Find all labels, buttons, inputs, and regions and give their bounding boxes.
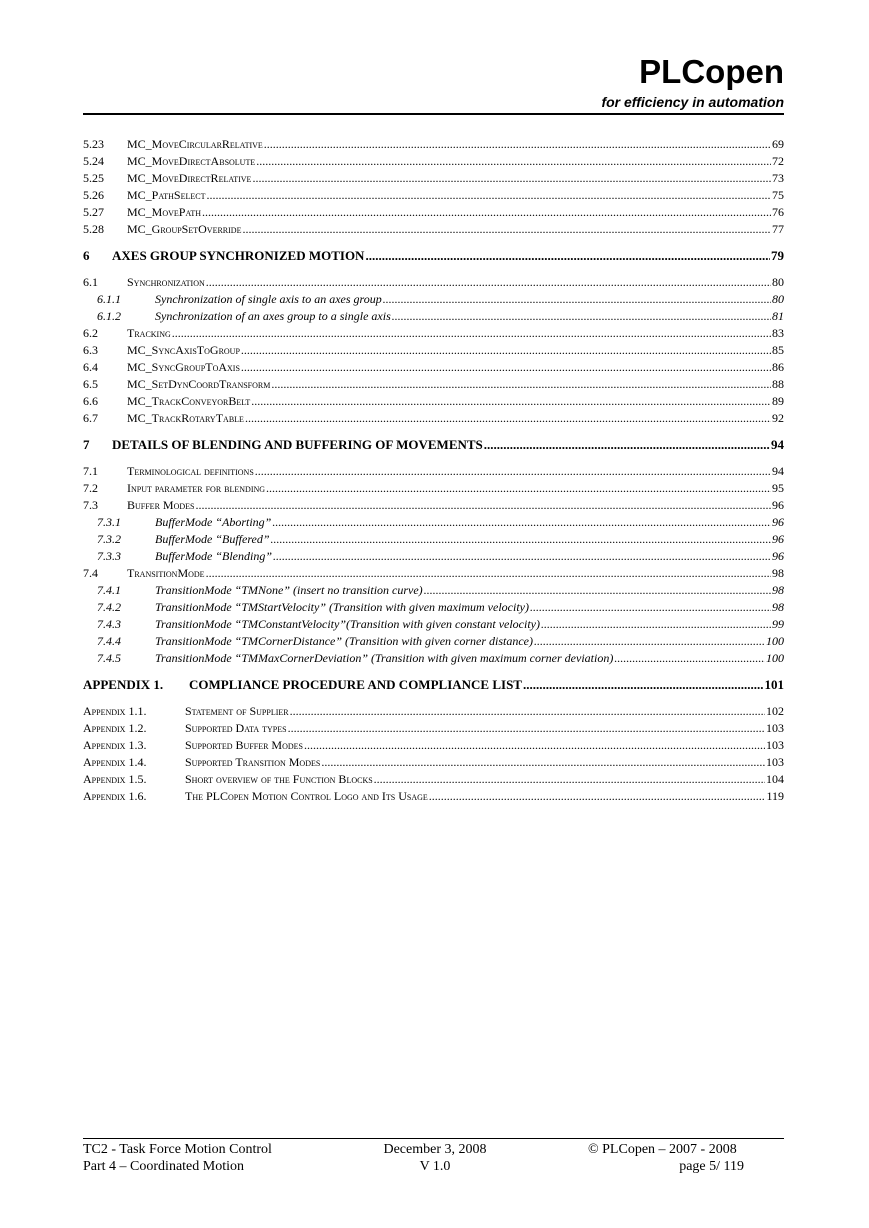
toc-leader-dots <box>264 136 771 153</box>
toc-entry-number: 6.1.2 <box>97 309 121 323</box>
toc-entry-page: 100 <box>766 651 784 665</box>
toc-entry-title: MC_MovePath <box>127 205 202 219</box>
toc-entry-title: TransitionMode <box>127 566 205 580</box>
toc-entry-title: Supported Transition Modes <box>185 755 321 769</box>
toc-leader-dots <box>206 274 771 291</box>
toc-entry-title: BufferMode “Buffered” <box>155 532 270 546</box>
toc-entry-title: DETAILS OF BLENDING AND BUFFERING OF MOVEMENTS <box>112 437 483 452</box>
toc-entry-title: COMPLIANCE PROCEDURE AND COMPLIANCE LIST <box>189 677 522 692</box>
toc-entry-title: MC_PathSelect <box>127 188 206 202</box>
toc-entry[interactable] <box>83 136 784 153</box>
toc-entry-title: TransitionMode “TMCornerDistance” (Transition with given corner distance) <box>155 634 534 648</box>
toc-entry-number: 6.1.1 <box>97 292 121 306</box>
toc-entry-number: 5.24 <box>83 154 104 168</box>
toc-entry[interactable] <box>83 497 784 514</box>
toc-entry[interactable] <box>83 291 784 308</box>
toc-leader-dots <box>251 393 771 410</box>
toc-entry-page: 75 <box>772 188 784 202</box>
toc-entry-title: Synchronization of single axis to an axes group <box>155 292 382 306</box>
toc-entry[interactable] <box>83 410 784 427</box>
toc-entry-page: 95 <box>772 481 784 495</box>
toc-entry-page: 98 <box>772 566 784 580</box>
toc-entry-title: BufferMode “Blending” <box>155 549 272 563</box>
toc-entry-page: 102 <box>766 704 784 718</box>
toc-entry-number: Appendix 1.3. <box>83 738 147 752</box>
toc-leader-dots <box>304 737 765 754</box>
toc-entry-number: 7 <box>83 437 90 452</box>
toc-entry-title: BufferMode “Aborting” <box>155 515 272 529</box>
toc-entry-title: The PLCopen Motion Control Logo and Its Usage <box>185 789 428 803</box>
toc-entry-number: 7.3.2 <box>97 532 121 546</box>
toc-entry-page: 77 <box>772 222 784 236</box>
toc-entry[interactable] <box>83 187 784 204</box>
toc-entry-title: MC_MoveCircularRelative <box>127 137 263 151</box>
toc-entry-page: 92 <box>772 411 784 425</box>
toc-entry-page: 81 <box>772 309 784 323</box>
toc-entry[interactable] <box>83 308 784 325</box>
toc-entry-number: 6 <box>83 248 90 263</box>
toc-leader-dots <box>541 616 771 633</box>
toc-entry[interactable] <box>83 204 784 221</box>
toc-entry-page: 94 <box>771 437 784 452</box>
toc-entry-title: Buffer Modes <box>127 498 195 512</box>
footer-version: V 1.0 <box>419 1159 451 1174</box>
toc-entry-title: Input parameter for blending <box>127 481 266 495</box>
toc-leader-dots <box>429 788 766 805</box>
toc-entry[interactable] <box>83 247 784 265</box>
toc-entry[interactable] <box>83 463 784 480</box>
toc-entry-title: Supported Buffer Modes <box>185 738 303 752</box>
toc-entry-page: 103 <box>766 738 784 752</box>
toc-entry-page: 79 <box>771 248 784 263</box>
toc-entry-page: 96 <box>772 532 784 546</box>
toc-entry-number: Appendix 1.4. <box>83 755 147 769</box>
toc-leader-dots <box>202 204 771 221</box>
toc-entry[interactable] <box>83 436 784 454</box>
toc-leader-dots <box>273 548 771 565</box>
toc-entry-page: 119 <box>766 789 784 803</box>
toc-leader-dots <box>365 247 770 265</box>
footer-copyright: © PLCopen – 2007 - 2008 <box>588 1142 737 1157</box>
toc-entry[interactable] <box>83 737 784 754</box>
toc-entry-title: MC_SetDynCoordTransform <box>127 377 271 391</box>
toc-entry[interactable] <box>83 221 784 238</box>
toc-entry-title: MC_SyncGroupToAxis <box>127 360 240 374</box>
toc-entry-number: 7.3.1 <box>97 515 121 529</box>
toc-entry-title: Supported Data types <box>185 721 287 735</box>
toc-entry-title: Synchronization <box>127 275 205 289</box>
toc-entry-title: MC_SyncAxisToGroup <box>127 343 240 357</box>
header-tagline: for efficiency in automation <box>601 94 784 110</box>
toc-leader-dots <box>172 325 771 342</box>
toc-entry-number: 6.4 <box>83 360 98 374</box>
toc-leader-dots <box>272 514 771 531</box>
toc-entry-number: 7.4.4 <box>97 634 121 648</box>
toc-entry[interactable] <box>83 376 784 393</box>
toc-entry[interactable] <box>83 514 784 531</box>
toc-leader-dots <box>266 480 771 497</box>
toc-entry-number: 7.4 <box>83 566 98 580</box>
toc-entry-page: 72 <box>772 154 784 168</box>
toc-leader-dots <box>241 359 771 376</box>
toc-entry-number: 5.27 <box>83 205 104 219</box>
footer-divider <box>83 1138 784 1139</box>
toc-entry[interactable] <box>83 754 784 771</box>
toc-entry[interactable] <box>83 582 784 599</box>
toc-entry-page: 76 <box>772 205 784 219</box>
toc-leader-dots <box>255 463 771 480</box>
toc-entry-number: 7.3.3 <box>97 549 121 563</box>
toc-entry-title: Terminological definitions <box>127 464 254 478</box>
toc-entry[interactable] <box>83 342 784 359</box>
toc-entry-page: 86 <box>772 360 784 374</box>
toc-entry-title: TransitionMode “TMConstantVelocity”(Transition with given constant velocity) <box>155 617 540 631</box>
toc-entry[interactable] <box>83 771 784 788</box>
toc-entry-page: 80 <box>772 292 784 306</box>
toc-entry-title: MC_TrackConveyorBelt <box>127 394 251 408</box>
toc-entry-number: 5.28 <box>83 222 104 236</box>
toc-entry-number: APPENDIX 1. <box>83 677 164 692</box>
toc-leader-dots <box>321 754 765 771</box>
toc-entry[interactable] <box>83 359 784 376</box>
toc-leader-dots <box>195 497 771 514</box>
toc-entry-page: 103 <box>766 721 784 735</box>
toc-leader-dots <box>256 153 771 170</box>
toc-leader-dots <box>484 436 770 454</box>
toc-entry-number: 7.4.1 <box>97 583 121 597</box>
toc-leader-dots <box>271 376 771 393</box>
toc-entry[interactable] <box>83 153 784 170</box>
table-of-contents <box>83 136 784 805</box>
toc-entry[interactable] <box>83 531 784 548</box>
toc-entry-page: 98 <box>772 583 784 597</box>
plcopen-logo: PLCopen <box>639 53 784 90</box>
toc-entry[interactable] <box>83 720 784 737</box>
page-header <box>83 52 784 111</box>
toc-entry-page: 100 <box>766 634 784 648</box>
toc-entry-number: 7.2 <box>83 481 98 495</box>
toc-entry[interactable] <box>83 676 784 694</box>
footer-document-title: TC2 - Task Force Motion Control <box>83 1142 272 1157</box>
toc-entry-page: 69 <box>772 137 784 151</box>
toc-entry-number: 6.1 <box>83 275 98 289</box>
toc-entry-title: TransitionMode “TMNone” (insert no transition curve) <box>155 583 423 597</box>
toc-entry-number: 6.7 <box>83 411 98 425</box>
toc-leader-dots <box>534 633 765 650</box>
toc-entry-title: TransitionMode “TMMaxCornerDeviation” (Transition with given maximum corner deviation) <box>155 651 614 665</box>
toc-entry[interactable] <box>83 616 784 633</box>
toc-entry[interactable] <box>83 599 784 616</box>
toc-entry-title: AXES GROUP SYNCHRONIZED MOTION <box>112 248 365 263</box>
toc-leader-dots <box>374 771 765 788</box>
toc-leader-dots <box>614 650 765 667</box>
toc-entry-number: Appendix 1.6. <box>83 789 147 803</box>
toc-entry-number: 5.26 <box>83 188 104 202</box>
toc-entry-title: MC_TrackRotaryTable <box>127 411 244 425</box>
toc-entry-page: 73 <box>772 171 784 185</box>
toc-leader-dots <box>271 531 771 548</box>
toc-entry-page: 98 <box>772 600 784 614</box>
toc-entry[interactable] <box>83 170 784 187</box>
toc-entry-number: 7.4.2 <box>97 600 121 614</box>
toc-entry-page: 99 <box>772 617 784 631</box>
toc-leader-dots <box>242 221 771 238</box>
toc-leader-dots <box>252 170 771 187</box>
toc-entry[interactable] <box>83 650 784 667</box>
toc-entry-page: 101 <box>764 677 784 692</box>
toc-entry-title: MC_MoveDirectRelative <box>127 171 252 185</box>
toc-entry[interactable] <box>83 548 784 565</box>
toc-entry-number: Appendix 1.5. <box>83 772 147 786</box>
toc-entry-page: 104 <box>766 772 784 786</box>
toc-leader-dots <box>383 291 771 308</box>
toc-entry[interactable] <box>83 633 784 650</box>
toc-entry-title: TransitionMode “TMStartVelocity” (Transition with given maximum velocity) <box>155 600 529 614</box>
toc-entry-title: MC_GroupSetOverride <box>127 222 242 236</box>
toc-entry-page: 89 <box>772 394 784 408</box>
header-divider <box>83 113 784 115</box>
toc-entry[interactable] <box>83 274 784 291</box>
toc-entry-number: 6.2 <box>83 326 98 340</box>
toc-entry-page: 85 <box>772 343 784 357</box>
toc-entry[interactable] <box>83 703 784 720</box>
toc-entry-number: 6.3 <box>83 343 98 357</box>
toc-entry[interactable] <box>83 565 784 582</box>
toc-entry-page: 103 <box>766 755 784 769</box>
toc-entry-page: 83 <box>772 326 784 340</box>
toc-entry-page: 88 <box>772 377 784 391</box>
toc-entry-number: 7.4.5 <box>97 651 121 665</box>
toc-entry[interactable] <box>83 788 784 805</box>
toc-entry-title: Tracking <box>127 326 171 340</box>
toc-entry-number: 6.5 <box>83 377 98 391</box>
toc-leader-dots <box>206 187 771 204</box>
toc-entry-title: MC_MoveDirectAbsolute <box>127 154 256 168</box>
toc-entry-number: 5.23 <box>83 137 104 151</box>
footer-left <box>83 1141 272 1175</box>
toc-entry-title: Synchronization of an axes group to a single axis <box>155 309 391 323</box>
toc-leader-dots <box>424 582 771 599</box>
toc-entry[interactable] <box>83 480 784 497</box>
toc-entry-number: 7.1 <box>83 464 98 478</box>
toc-entry-number: Appendix 1.2. <box>83 721 147 735</box>
toc-entry[interactable] <box>83 325 784 342</box>
footer-page-number: page 5/ 119 <box>679 1159 744 1174</box>
footer-document-part: Part 4 – Coordinated Motion <box>83 1159 244 1174</box>
toc-leader-dots <box>206 565 771 582</box>
toc-entry-page: 94 <box>772 464 784 478</box>
toc-entry-page: 80 <box>772 275 784 289</box>
toc-entry-title: Short overview of the Function Blocks <box>185 772 373 786</box>
toc-leader-dots <box>241 342 771 359</box>
toc-entry-page: 96 <box>772 549 784 563</box>
toc-leader-dots <box>530 599 771 616</box>
footer-date: December 3, 2008 <box>383 1142 487 1157</box>
toc-entry-number: Appendix 1.1. <box>83 704 147 718</box>
toc-leader-dots <box>523 676 764 694</box>
toc-leader-dots <box>290 703 765 720</box>
toc-entry-title: Statement of Supplier <box>185 704 289 718</box>
footer-right <box>588 1141 744 1175</box>
toc-entry-number: 5.25 <box>83 171 104 185</box>
toc-entry-page: 96 <box>772 515 784 529</box>
toc-entry-number: 7.3 <box>83 498 98 512</box>
toc-entry-number: 7.4.3 <box>97 617 121 631</box>
toc-leader-dots <box>245 410 771 427</box>
toc-leader-dots <box>392 308 771 325</box>
toc-entry-page: 96 <box>772 498 784 512</box>
toc-entry-number: 6.6 <box>83 394 98 408</box>
footer-middle <box>380 1141 490 1175</box>
toc-leader-dots <box>288 720 765 737</box>
toc-entry[interactable] <box>83 393 784 410</box>
